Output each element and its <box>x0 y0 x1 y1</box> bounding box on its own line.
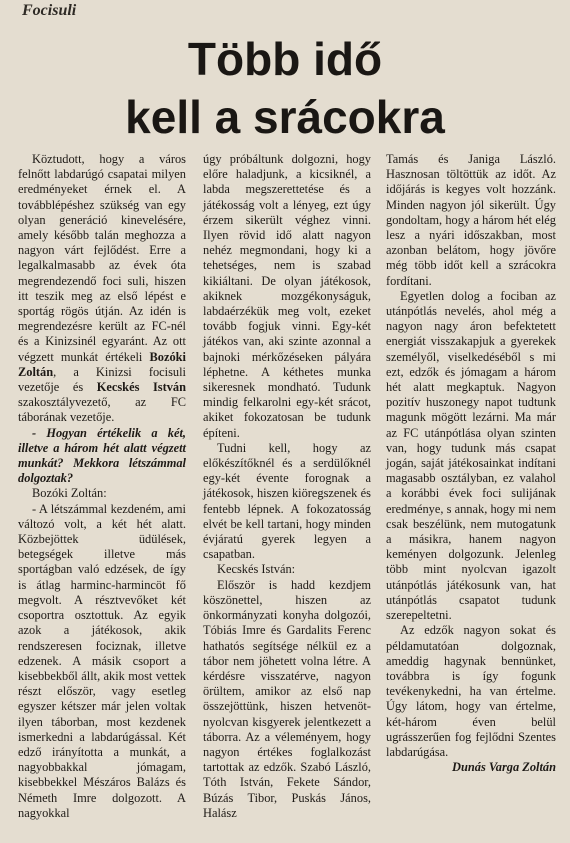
headline-line-1: Több idő <box>187 33 383 85</box>
answer-paragraph: Először is hadd kezdjem köszönettel, hiszen az önkormányzati konyha dolgozói, Tóbiás Imre és Gardalits Ferenc hathatós segítsége nélkül ez a tábor nem jöhetett volna létre. A kérdésre visszatérve, nagyon örültem, amikor az első nap összejöttünk, hiszen hetvenöt-nyolcvan kisgyerek jelentkezett a táborra. Az a véleményem, hogy nagyon értékes foglalkozást tartottak az edzők. Szabó László, Tóth István, Fekete Sándor, Búzás Tibor, Puskás János, Halász <box>203 577 371 820</box>
intro-paragraph: Köztudott, hogy a város felnőtt labdarúgó csapatai milyen eredményeket érnek el. A továbblépéshez szükség van egy olyan generáció kinevelésére, amely később talán meghozza a nagyon várt fejlődést. Erre a legalkalmasabb az évek óta megrendezendő foci suli, hiszen itt teszik meg az első lépést e sportág rögös útján. Az idén is megrendezésre került az FC-nél és a Kinizsinél egyaránt. Az ott végzett munkát értékeli Bozóki Zoltán, a Kinizsi focisuli vezetője és Kecskés István szakosztályvezető, az FC táborának vezetője. <box>18 152 186 425</box>
person-name: Kecskés István <box>96 380 186 395</box>
answer-paragraph: Tamás és Janiga László. Hasznosan töltöttük az időt. Az időjárás is kegyes volt hozzánk. Minden nagyon jól sikerült. Úgy gondoltam, hogy a három hét elég lesz a nyári időszakban, most azonban belátom, hogy jövőre még több időt kell a szrácokra fordítani. <box>386 152 556 288</box>
answer-paragraph: Az edzők nagyon sokat és példamutatóan dolgoznak, ameddig hagynak bennünket, továbbra is így fogunk tevékenykedni, ha van értelme. Úgy látom, hogy van értelme, két-három éven belül ugrásszerűen fog fejlődni Szentes labdarúgása. <box>386 623 556 759</box>
answer-paragraph: Egyetlen dolog a fociban az utánpótlás nevelés, ahol még a nagyon nagy áron befektetett energiát visszakapjuk a gyerekek személyől, viselkedéséből s mi ezt, edzők és jómagam a három hét alatt megkaptuk. Nagyon pozitív huszonegy napot tudtunk magunk mögött lezárni. Ma már az FC utánpótlása olyan szinten van, hogy tudunk más csapat jogán, saját játékosainkat indítani magasabb osztályban, ez valahol a korábbi évek foci sulijának eredménye, s annak, hogy mi nem csak beszélünk, nem mutogatunk a másikra, hanem nagyon keményen dolgozunk. Jelenleg több mint nyolcvan igazolt utánpótlás játékosunk van, hat utánpótlás csapatot tudunk szerepeltetni. <box>386 288 556 623</box>
speaker-label: Bozóki Zoltán: <box>32 486 107 501</box>
answer-paragraph: úgy próbáltunk dolgozni, hogy előre haladjunk, a kicsiknél, a labda megszerettetése és a játékosság volt a lényeg, ezt úgy érzem sikerült véghez vinni. Ilyen rövid idő alatt nagyon nehéz megmondani, hogy ki a tehetséges, nem is szabad kikiáltani. De olyan játékosok, akiknek mozgékonyságuk, labdaérzékük meg volt, ezeket tovább fogjuk vinni. Egy-két játékos van, aki szinte azonnal a bajnoki mérkőzéseken pályára léphetne. A kéthetes munka sikeresnek mondható. Tudunk mindig felkarolni egy-két srácot, akiket fokozatosan be tudunk építeni. <box>203 152 371 440</box>
headline-line-2: kell a srácokra <box>125 91 445 143</box>
article-column-1 <box>18 152 186 821</box>
answer-paragraph: - A létszámmal kezdeném, ami változó volt, a két hét alatt. Közbejöttek üdülések, betegségek illetve más sportágban való edzések, de így is átlag harminc-harmincöt fő megvolt. A résztvevőket két csoportra osztottuk. Az egyik azok a játékosok, akik rendszeresen fociznak, illetve edzenek. A másik csoport a kisebbekből állt, akik most vettek részt először, vagy esetleg egyszer kétszer már jelen voltak ilyen táborban, most kezdenek ismerkedni a labdarúgással. Két edző irányította a munkát, a nagyobbakkal jómagam, kisebbekkel Mészáros Balázs és Németh Imre dolgozott. A nagyokkal <box>18 501 186 820</box>
article-column-3 <box>386 152 556 775</box>
author-signature: Dunás Varga Zoltán <box>452 760 556 775</box>
person-name: Bozóki Zoltán <box>18 349 186 379</box>
speaker-label: Kecskés István: <box>217 562 296 577</box>
interview-question: - Hogyan értékelik a két, illetve a három hét alatt végzett munkát? Mekkora létszámmal dolgoztak? <box>18 425 186 486</box>
section-rubric: Focisuli <box>22 2 77 19</box>
article-column-2 <box>203 152 371 821</box>
answer-paragraph: Tudni kell, hogy az előkészítőknél és a serdülőknél egy-két évente forognak a játékosok, hiszen kiöregszenek és fentebb lépnek. A fokozatosság elvét be kell tartani, hogy minden évjáratú gyerek legyen a csapatban. <box>203 440 371 562</box>
